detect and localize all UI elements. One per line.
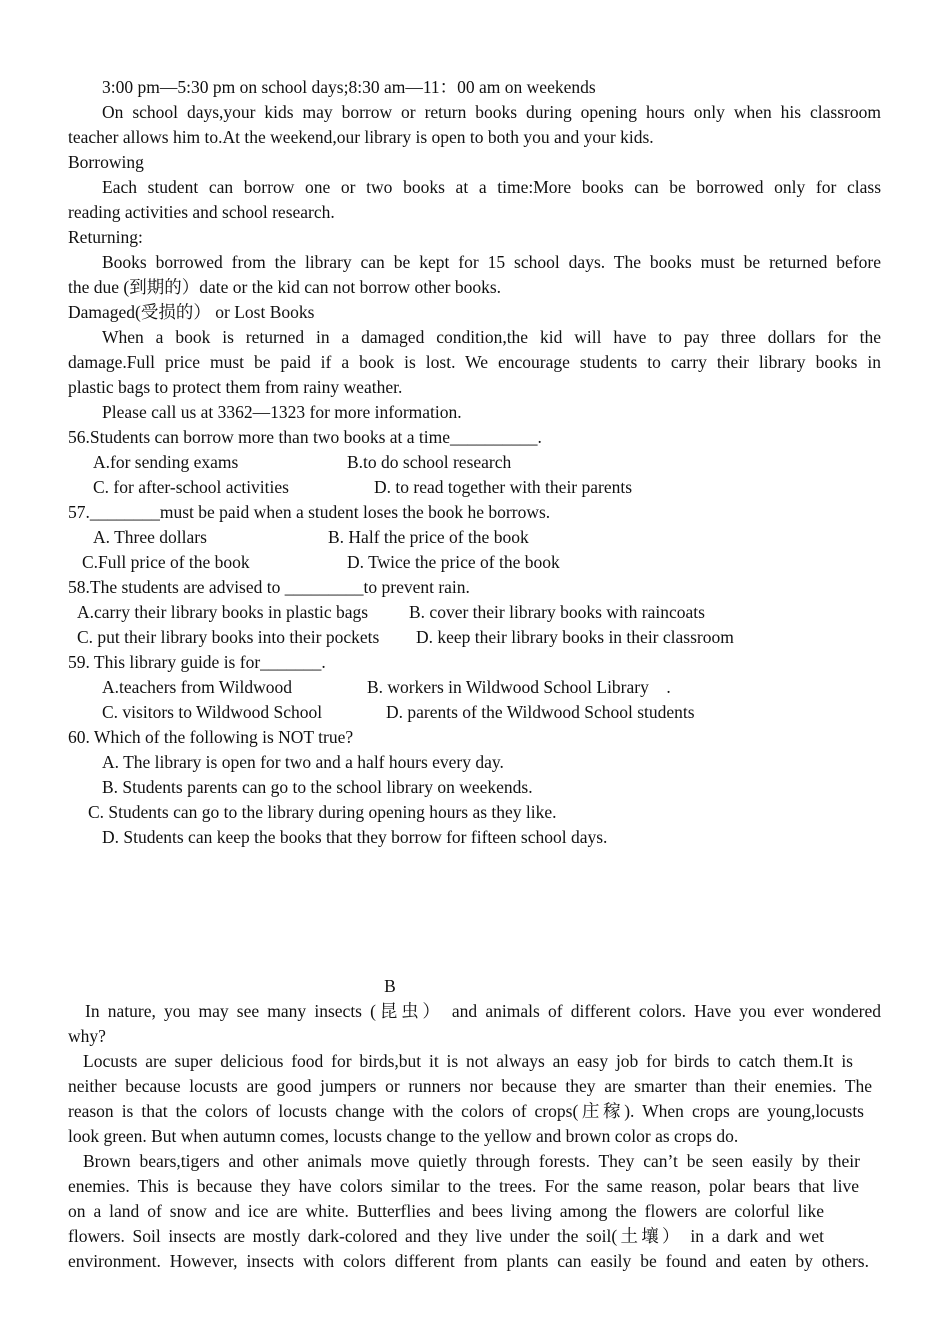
question-57-stem: 57.________must be paid when a student loses the book he borrows. [68, 502, 551, 522]
question-58-stem: 58.The students are advised to _________to prevent rain. [68, 577, 470, 597]
question-60-option-a: A. The library is open for two and a half hours every day. [102, 752, 504, 772]
question-58-option-a: A.carry their library books in plastic bags [77, 602, 369, 622]
damaged-line-1: When a book is returned in a damaged condition,the kid will have to pay three dollars for the [102, 327, 881, 347]
question-58-option-d: D. keep their library books in their classroom [416, 627, 734, 647]
question-59-stem: 59. This library guide is for_______. [68, 652, 326, 672]
passage-b-line-9: on a land of snow and ice are white. Butterflies and bees living among the flowers are colorful like [68, 1201, 824, 1221]
question-56-option-c: C. for after-school activities [93, 477, 289, 497]
question-56-stem: 56.Students can borrow more than two books at a time__________. [68, 427, 542, 447]
returning-line-2: the due (到期的）date or the kid can not borrow other books. [68, 277, 502, 297]
passage-b-line-7: Brown bears,tigers and other animals move quietly through forests. They can’t be seen easily by their [83, 1151, 860, 1171]
passage-b-line-10: flowers. Soil insects are mostly dark-colored and they live under the soil(土壤） in a dark and wet [68, 1226, 824, 1246]
passage-b-line-4: neither because locusts are good jumpers or runners nor because they are smarter than their enemies. The [68, 1076, 872, 1096]
opening-hours: 3:00 pm—5:30 pm on school days;8:30 am—11：00 am on weekends [102, 77, 596, 97]
question-59-option-c: C. visitors to Wildwood School [102, 702, 323, 722]
question-56-option-d: D. to read together with their parents [374, 477, 633, 497]
intro-line-2: teacher allows him to.At the weekend,our library is open to both you and your kids. [68, 127, 654, 147]
returning-line-1: Books borrowed from the library can be kept for 15 school days. The books must be returned before [102, 252, 881, 272]
question-56-option-b: B.to do school research [347, 452, 512, 472]
question-60-option-b: B. Students parents can go to the school library on weekends. [102, 777, 533, 797]
question-57-option-c: C.Full price of the book [82, 552, 250, 572]
question-59-option-a: A.teachers from Wildwood [102, 677, 292, 697]
passage-b-heading: B [384, 976, 396, 996]
passage-b-line-11: environment. However, insects with colors different from plants can easily be found and eaten by others. [68, 1251, 869, 1271]
question-58-option-b: B. cover their library books with raincoats [409, 602, 705, 622]
passage-b-line-8: enemies. This is because they have colors similar to the trees. For the same reason, polar bears that live [68, 1176, 859, 1196]
contact-info: Please call us at 3362—1323 for more information. [102, 402, 462, 422]
borrowing-line-1: Each student can borrow one or two books at a time:More books can be borrowed only for class [102, 177, 881, 197]
question-60-stem: 60. Which of the following is NOT true? [68, 727, 354, 747]
intro-line-1: On school days,your kids may borrow or return books during opening hours only when his classroom [102, 102, 881, 122]
damaged-line-3: plastic bags to protect them from rainy weather. [68, 377, 403, 397]
question-60-option-d: D. Students can keep the books that they borrow for fifteen school days. [102, 827, 608, 847]
passage-b-line-6: look green. But when autumn comes, locusts change to the yellow and brown color as crops do. [68, 1126, 739, 1146]
question-57-option-d: D. Twice the price of the book [347, 552, 560, 572]
borrowing-heading: Borrowing [68, 152, 144, 172]
question-56-option-a: A.for sending exams [93, 452, 239, 472]
question-59-option-b: B. workers in Wildwood School Library . [367, 677, 671, 697]
passage-b-line-3: Locusts are super delicious food for birds,but it is not always an easy job for birds to catch them.It is [83, 1051, 853, 1071]
damaged-heading: Damaged(受损的） or Lost Books [68, 302, 315, 322]
question-58-option-c: C. put their library books into their pockets [77, 627, 380, 647]
passage-b-line-2: why? [68, 1026, 106, 1046]
passage-b-line-1: In nature, you may see many insects (昆虫） and animals of different colors. Have you ever wondered [85, 1001, 881, 1021]
question-59-option-d: D. parents of the Wildwood School students [386, 702, 695, 722]
damaged-line-2: damage.Full price must be paid if a book is lost. We encourage students to carry their library books in [68, 352, 881, 372]
borrowing-line-2: reading activities and school research. [68, 202, 335, 222]
returning-heading: Returning: [68, 227, 143, 247]
question-60-option-c: C. Students can go to the library during opening hours as they like. [88, 802, 557, 822]
question-57-option-a: A. Three dollars [93, 527, 207, 547]
passage-b-line-5: reason is that the colors of locusts change with the colors of crops(庄稼). When crops are young,locusts [68, 1101, 864, 1121]
question-57-option-b: B. Half the price of the book [328, 527, 529, 547]
